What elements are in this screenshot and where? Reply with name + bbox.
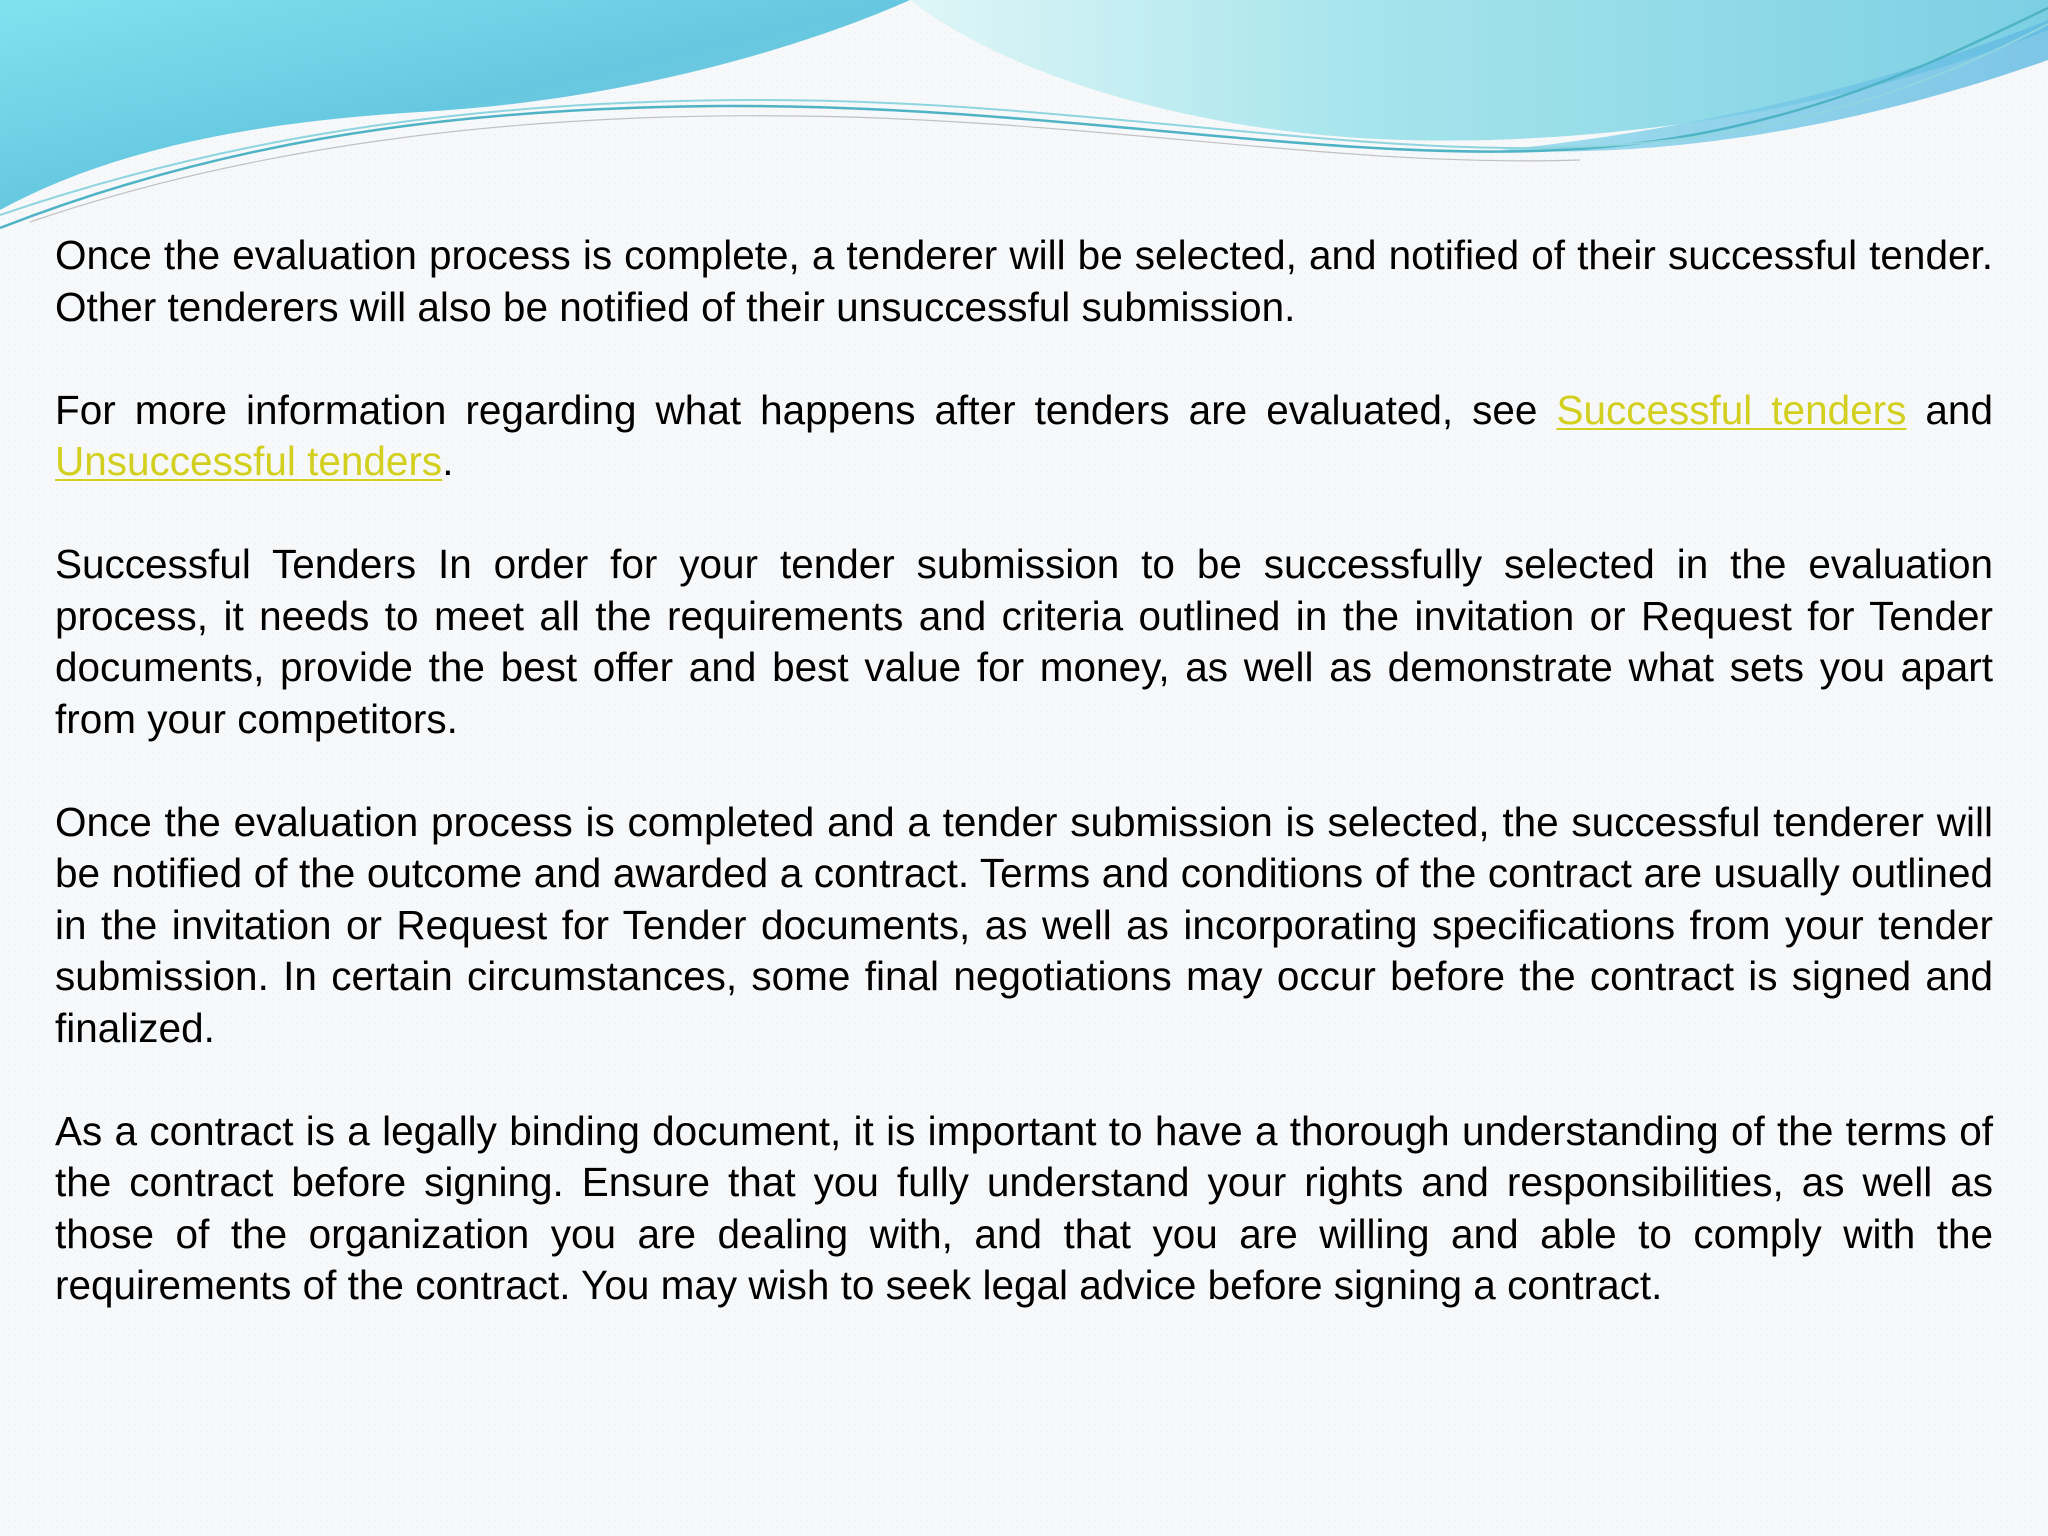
paragraph-contract-awarded: Once the evaluation process is completed and a tender submission is selected, the successful tenderer will be notified of the outcome and awarded a contract. Terms and conditions of the contract are usually outlined in the invitation or Request for Tender documents, as well as incorporating specifications from your tender submission. In certain circumstances, some final negotiations may occur before the contract is signed and finalized.: [55, 798, 1993, 1051]
paragraph-successful-tenders: Successful Tenders In order for your tender submission to be successfully selected in the evaluation process, it needs to meet all the requirements and criteria outlined in the invitation or Request for Tender documents, provide the best offer and best value for money, as well as demonstrate what sets you apart from your competitors.: [55, 541, 1993, 742]
paragraph-more-information-period: .: [442, 438, 454, 484]
header-wave-decoration: [0, 0, 2048, 240]
paragraph-legally-binding: As a contract is a legally binding document, it is important to have a thorough understanding of the terms of the contract before signing. Ensure that you fully understand your rights and responsibilities, as well as those of the organization you are dealing with, and that you are willing and able to comply with the requirements of the contract. You may wish to seek legal advice before signing a contract.: [55, 1107, 1993, 1308]
unsuccessful-tenders-link[interactable]: Unsuccessful tenders: [55, 438, 443, 484]
successful-tenders-link[interactable]: Successful tenders: [1556, 386, 1907, 433]
paragraph-more-information: [55, 385, 1993, 488]
paragraph-more-information-and: and: [1906, 386, 1993, 433]
paragraph-evaluation-complete: Once the evaluation process is complete, a tenderer will be selected, and notified of their successful tender. Other tenderers will also be notified of their unsuccessful submission.: [55, 232, 1993, 330]
paragraph-more-information-text: For more information regarding what happens after tenders are evaluated, see: [55, 386, 1557, 433]
body-text: [55, 230, 1993, 1312]
